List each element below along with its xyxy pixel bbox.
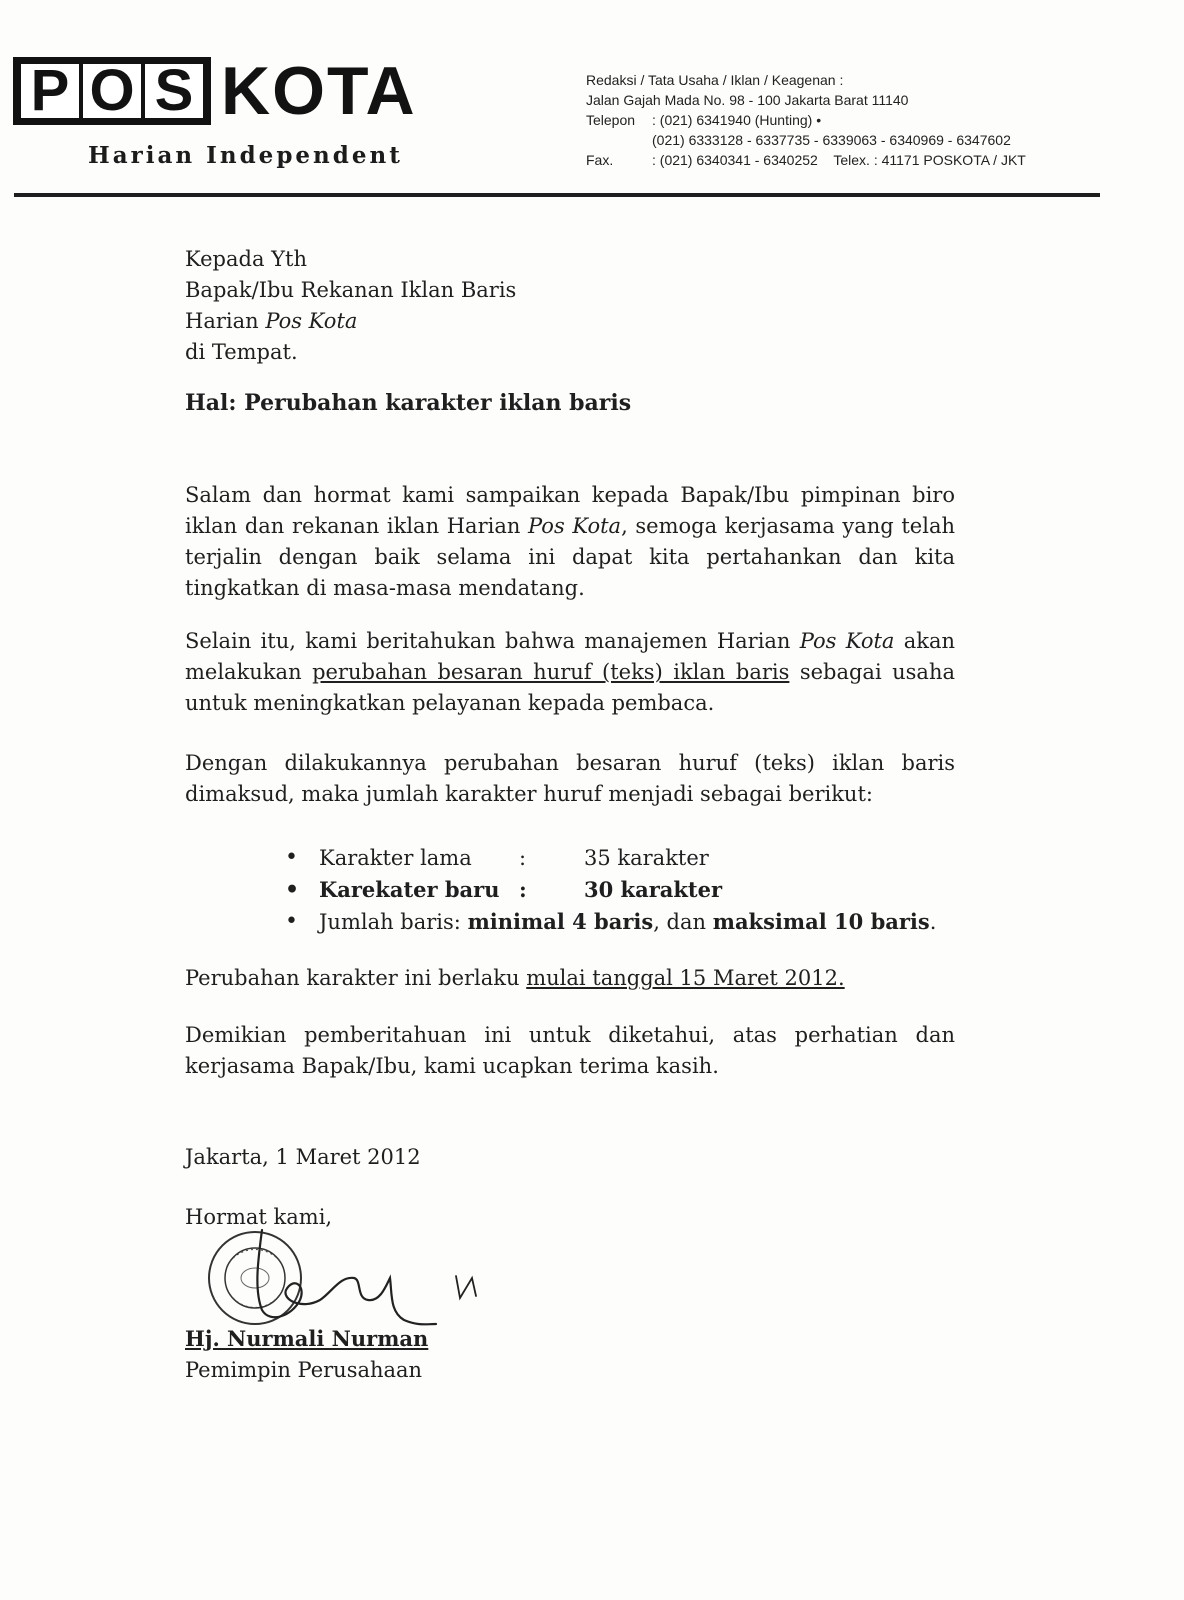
list-item: • Karekater baru : 30 karakter bbox=[285, 874, 936, 906]
paragraph-effective-date: Perubahan karakter ini berlaku mulai tanggal 15 Maret 2012. bbox=[185, 966, 845, 990]
character-list bbox=[285, 842, 936, 938]
logo-letter-s: S bbox=[145, 64, 203, 118]
address-line-4: di Tempat. bbox=[185, 340, 298, 364]
telex-value: Telex. : 41171 POSKOTA / JKT bbox=[833, 152, 1026, 168]
bullet-icon: • bbox=[285, 909, 298, 934]
contact-departments: Redaksi / Tata Usaha / Iklan / Keagenan : bbox=[586, 72, 844, 88]
letter-subject: Hal: Perubahan karakter iklan baris bbox=[185, 390, 632, 416]
telepon-value-1: : (021) 6341940 (Hunting) • bbox=[652, 112, 822, 128]
fax-value: : (021) 6340341 - 6340252 bbox=[652, 152, 818, 168]
letterhead-rule bbox=[14, 193, 1100, 197]
signature-icon bbox=[240, 1220, 500, 1340]
paragraph-details: Dengan dilakukannya perubahan besaran huruf (teks) iklan baris dimaksud, maka jumlah karakter huruf menjadi sebagai berikut: bbox=[185, 751, 955, 806]
contact-block bbox=[586, 70, 1026, 170]
signer-name: Hj. Nurmali Nurman bbox=[185, 1326, 429, 1351]
paragraph-greeting: Salam dan hormat kami sampaikan kepada Bapak/Ibu pimpinan biro iklan dan rekanan iklan Harian Pos Kota, semoga kerjasama yang telah terjalin dengan baik selama ini dapat kita pertahankan dan kita tingkatkan di masa-masa mendatang. bbox=[185, 483, 955, 600]
address-line-3: Harian Pos Kota bbox=[185, 309, 358, 333]
logo-letter-o: O bbox=[83, 64, 141, 118]
tagline: Harian Independent bbox=[88, 142, 403, 169]
telepon-value-2: (021) 6333128 - 6337735 - 6339063 - 6340969 - 6347602 bbox=[652, 132, 1011, 148]
recipient-address bbox=[185, 244, 516, 368]
address-pos-kota: Pos Kota bbox=[265, 309, 358, 333]
address-line-2: Bapak/Ibu Rekanan Iklan Baris bbox=[185, 278, 517, 302]
logo-letter-p: P bbox=[21, 64, 79, 118]
underlined-change: perubahan besaran huruf (teks) iklan baris bbox=[312, 660, 790, 684]
contact-address: Jalan Gajah Mada No. 98 - 100 Jakarta Barat 11140 bbox=[586, 92, 909, 108]
signer-title: Pemimpin Perusahaan bbox=[185, 1358, 423, 1382]
bullet-icon: • bbox=[285, 845, 298, 870]
contact-fax-row bbox=[586, 150, 1026, 170]
logo-pos-block bbox=[13, 57, 211, 125]
list-item: • Karakter lama : 35 karakter bbox=[285, 842, 936, 874]
fax-label: Fax. bbox=[586, 152, 614, 168]
paragraph-announcement: Selain itu, kami beritahukan bahwa manajemen Harian Pos Kota akan melakukan perubahan besaran huruf (teks) iklan baris sebagai usaha untuk meningkatkan pelayanan kepada pembaca. bbox=[185, 629, 955, 715]
bullet-icon: • bbox=[285, 877, 300, 903]
contact-telepon-row-2 bbox=[586, 130, 1026, 150]
poskota-logo bbox=[13, 53, 453, 129]
telepon-label: Telepon bbox=[586, 112, 636, 128]
list-item: • Jumlah baris: minimal 4 baris , dan maksimal 10 baris . bbox=[285, 906, 936, 938]
effective-date: mulai tanggal 15 Maret 2012. bbox=[526, 966, 845, 990]
contact-telepon-row bbox=[586, 110, 1026, 130]
paragraph-closing: Demikian pemberitahuan ini untuk diketahui, atas perhatian dan kerjasama Bapak/Ibu, kami ucapkan terima kasih. bbox=[185, 1023, 955, 1078]
logo-kota-text: KOTA bbox=[221, 53, 417, 129]
date-line: Jakarta, 1 Maret 2012 bbox=[185, 1145, 421, 1169]
closing-salutation: Hormat kami, bbox=[185, 1205, 333, 1229]
address-line-1: Kepada Yth bbox=[185, 247, 307, 271]
